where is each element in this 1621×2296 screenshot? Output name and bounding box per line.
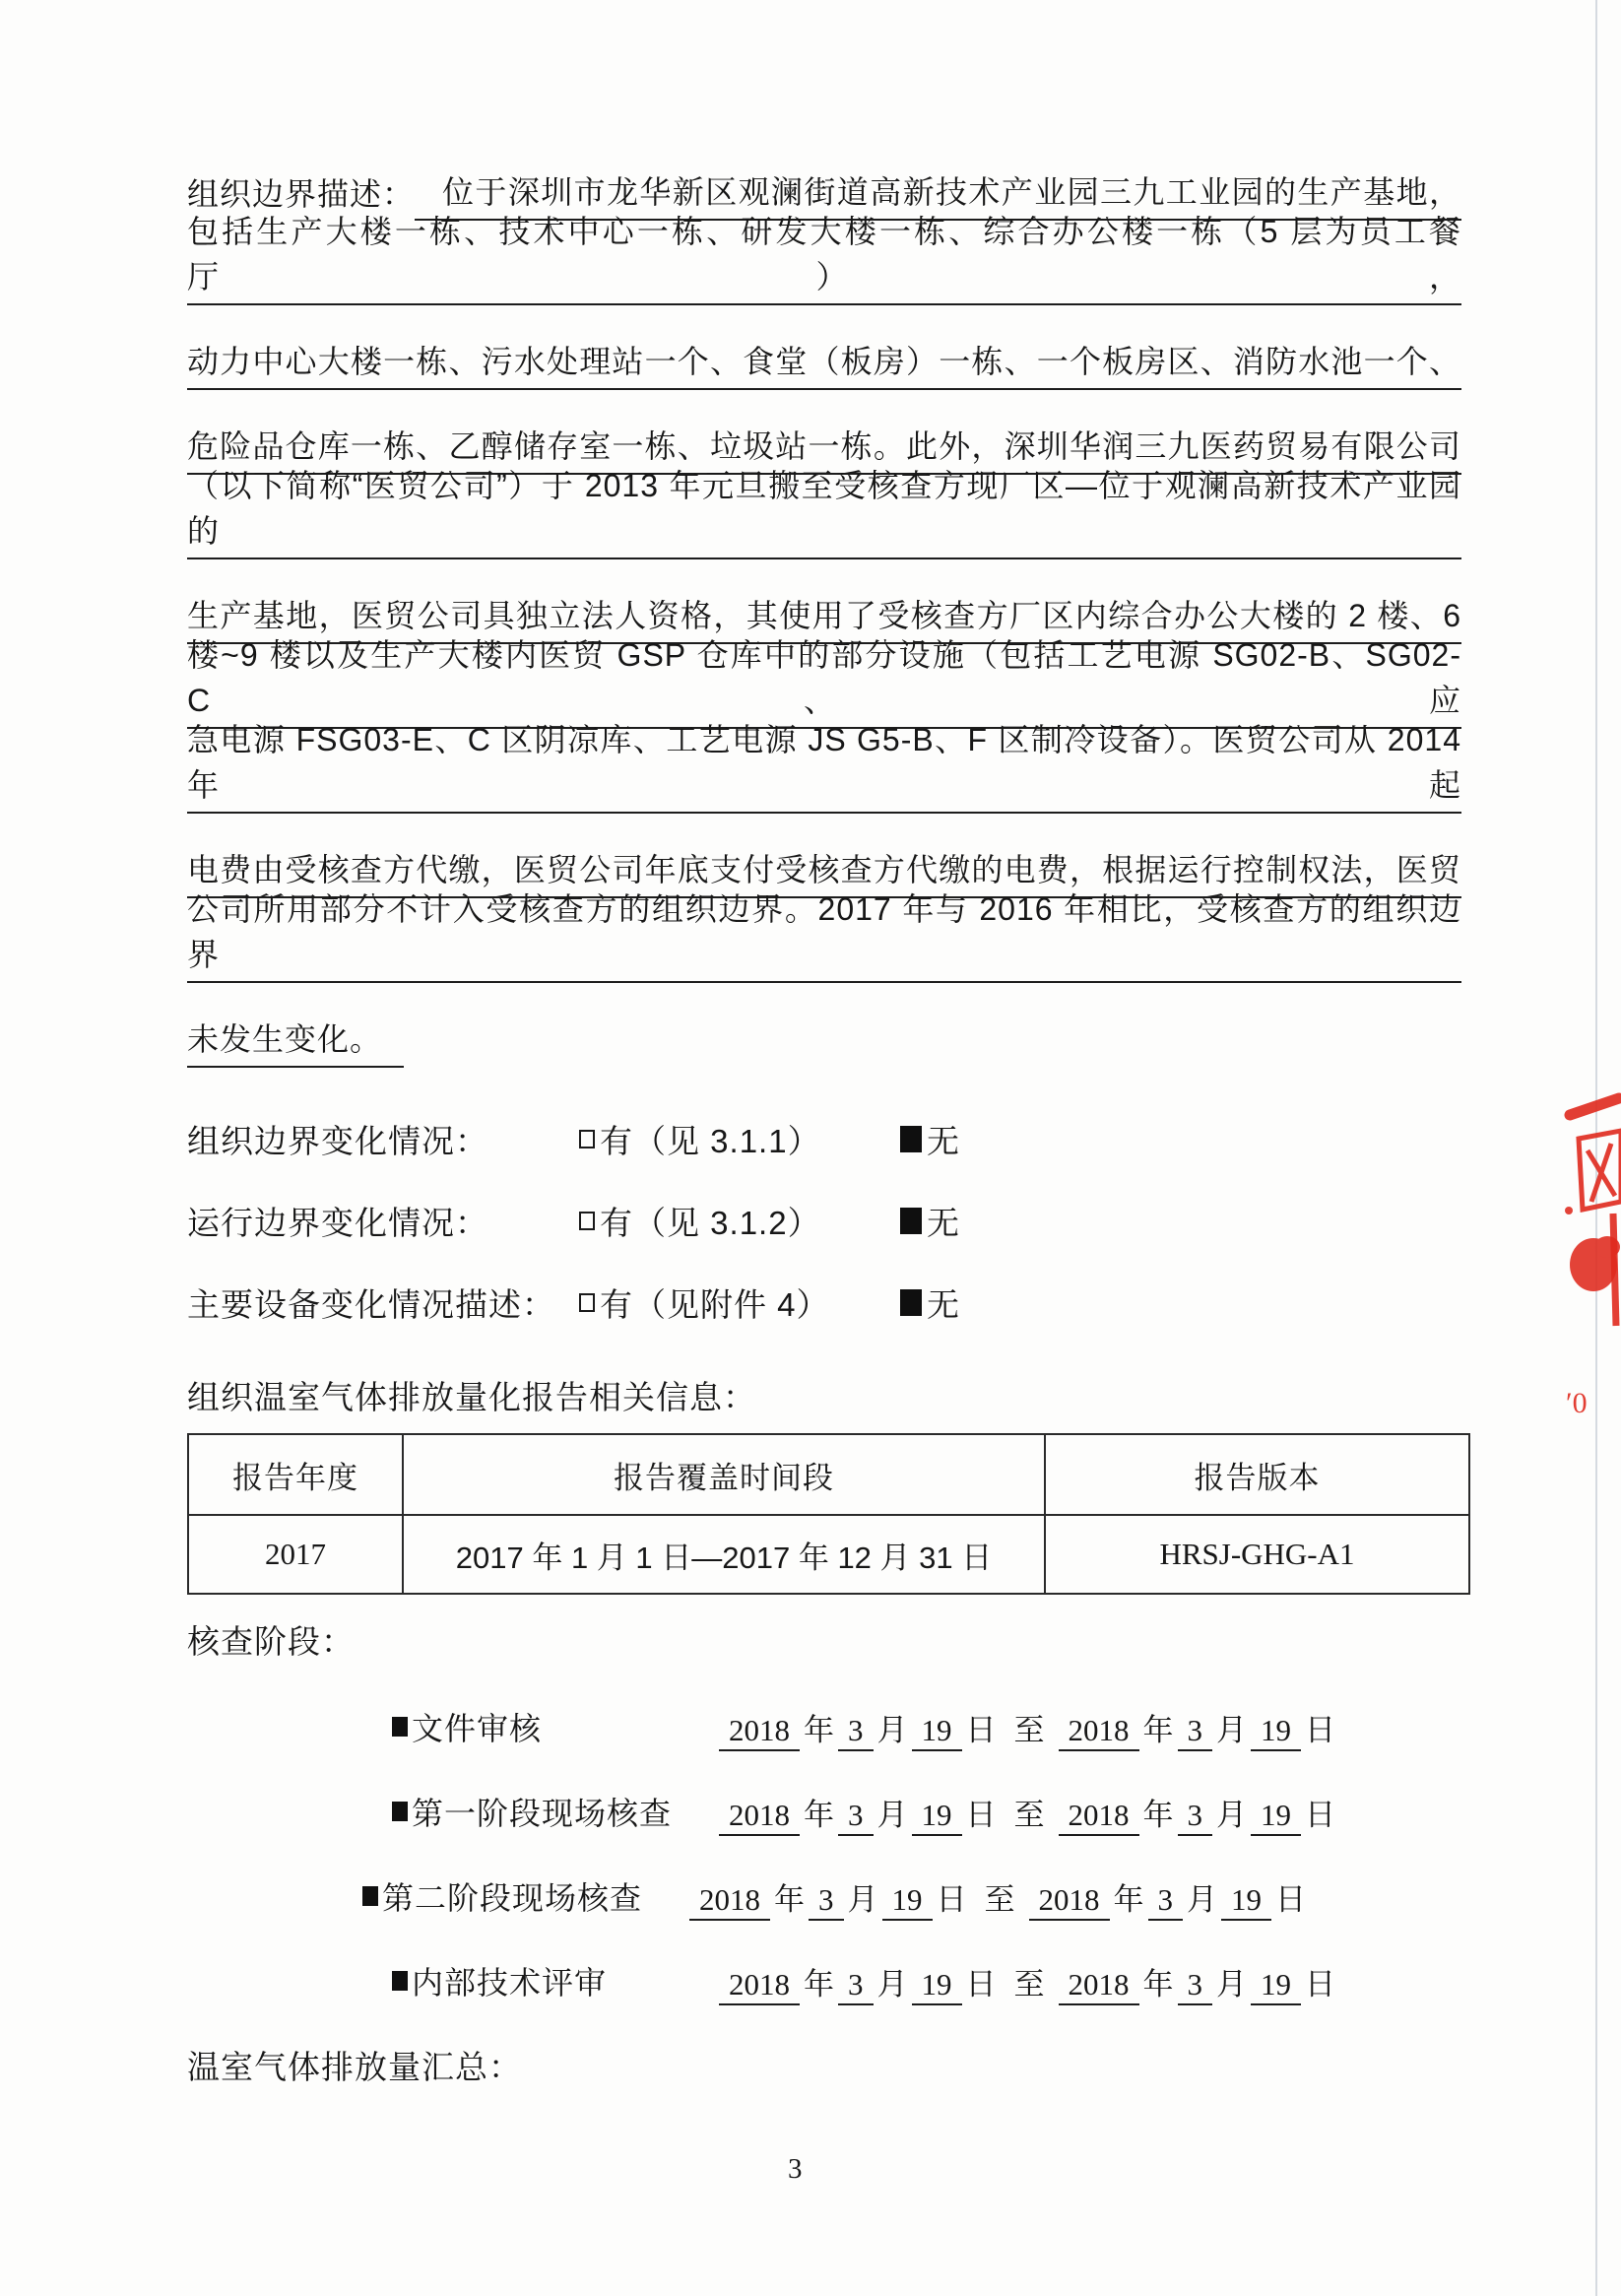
row-label: 组织边界变化情况： (187, 1123, 488, 1159)
paragraph-line (187, 983, 1461, 1068)
stage-date-range (719, 1790, 1339, 1834)
from-year: 2018 (689, 1882, 770, 1921)
paragraph-text: 楼~9 楼以及生产大楼内医贸 GSP 仓库中的部分设施（包括工艺电源 SG02-B、SG02-C、应 (187, 630, 1461, 729)
table-header-row (188, 1434, 1469, 1515)
year-word: 年 (774, 1882, 805, 1917)
year-word: 年 (804, 1798, 834, 1832)
paragraph-text: 动力中心大楼一栋、污水处理站一个、食堂（板房）一栋、一个板房区、消防水池一个、 (187, 337, 1461, 390)
yes-option (579, 1279, 830, 1326)
bullet-square-icon (392, 1971, 408, 1991)
to-day: 19 (1251, 1713, 1301, 1751)
stage-label: 第一阶段现场核查 (412, 1796, 673, 1831)
no-option (900, 1279, 960, 1326)
to-word: 至 (1013, 1798, 1045, 1832)
day-word: 日 (936, 1882, 967, 1917)
from-month: 3 (838, 1713, 874, 1751)
paragraph-text: 位于深圳市龙华新区观澜街道高新技术产业园三九工业园的生产基地， (415, 167, 1461, 221)
stage-date-range (719, 1705, 1339, 1749)
to-word: 至 (1013, 1713, 1045, 1747)
stage-row-first-site-visit (392, 1788, 1475, 1835)
yes-option-label: 有（见附件 4） (600, 1286, 830, 1323)
red-ink-mark: ′0 (1566, 1387, 1588, 1419)
to-year: 2018 (1059, 1798, 1139, 1836)
emission-summary-heading: 温室气体排放量汇总： (187, 2049, 522, 2085)
boundary-change-row (187, 1116, 1172, 1161)
header-report-year: 报告年度 (188, 1434, 403, 1515)
to-year: 2018 (1059, 1967, 1139, 2005)
paragraph-line (187, 891, 1461, 983)
paragraph-text: （以下简称“医贸公司”）于 2013 年元旦搬至受核查方现厂区—位于观澜高新技术产业园的 (187, 461, 1461, 559)
paragraph-text: 未发生变化。 (187, 1015, 404, 1068)
no-option-label: 无 (927, 1205, 960, 1241)
to-day: 19 (1251, 1798, 1301, 1836)
yes-option-label: 有（见 3.1.1） (600, 1123, 821, 1159)
month-word: 月 (876, 1798, 908, 1832)
stage-label: 内部技术评审 (412, 1965, 608, 2001)
header-report-period: 报告覆盖时间段 (403, 1434, 1045, 1515)
year-word: 年 (1142, 1713, 1174, 1747)
stage-date-range (719, 1959, 1339, 2003)
row-label: 主要设备变化情况描述： (187, 1286, 555, 1323)
day-word: 日 (1305, 1798, 1335, 1832)
to-month: 3 (1178, 1798, 1213, 1836)
stage-row-document-review (392, 1703, 1475, 1750)
to-year: 2018 (1029, 1882, 1110, 1921)
operation-change-row (187, 1198, 1172, 1243)
to-month: 3 (1148, 1882, 1184, 1921)
month-word: 月 (1216, 1713, 1247, 1747)
from-year: 2018 (719, 1798, 800, 1836)
from-day: 19 (882, 1882, 933, 1921)
day-word: 日 (965, 1967, 997, 2001)
stage-date-range (689, 1874, 1310, 1919)
to-month: 3 (1178, 1967, 1213, 2005)
from-day: 19 (912, 1713, 962, 1751)
month-word: 月 (847, 1882, 878, 1917)
year-word: 年 (1113, 1882, 1144, 1917)
paragraph-line (187, 468, 1461, 559)
from-month: 3 (838, 1798, 874, 1836)
stage-label: 文件审核 (412, 1711, 543, 1746)
yes-option-label: 有（见 3.1.2） (600, 1205, 821, 1241)
checkbox-checked-icon (900, 1208, 922, 1234)
report-info-heading: 组织温室气体排放量化报告相关信息： (187, 1379, 756, 1415)
red-seal-fragment (1554, 1082, 1621, 1436)
stage-row-second-site-visit (362, 1872, 1446, 1920)
paragraph-line (187, 305, 1461, 390)
paragraph-line (187, 214, 1461, 305)
from-year: 2018 (719, 1967, 800, 2005)
checkbox-unchecked-icon (579, 1212, 595, 1230)
day-word: 日 (965, 1713, 997, 1747)
day-word: 日 (965, 1798, 997, 1832)
bullet-square-icon (362, 1886, 378, 1906)
month-word: 月 (1216, 1798, 1247, 1832)
day-word: 日 (1305, 1713, 1335, 1747)
no-option-label: 无 (927, 1123, 960, 1159)
to-word: 至 (1013, 1967, 1045, 2001)
year-word: 年 (804, 1967, 834, 2001)
paragraph-text: 电费由受核查方代缴，医贸公司年底支付受核查方代缴的电费，根据运行控制权法，医贸 (187, 845, 1461, 898)
month-word: 月 (1187, 1882, 1217, 1917)
day-word: 日 (1275, 1882, 1306, 1917)
day-word: 日 (1305, 1967, 1335, 2001)
no-option (900, 1116, 960, 1162)
paragraph-text: 生产基地，医贸公司具独立法人资格，其使用了受核查方厂区内综合办公大楼的 2 楼、6 (187, 591, 1461, 644)
from-month: 3 (838, 1967, 874, 2005)
table-row (188, 1515, 1469, 1594)
month-word: 月 (876, 1967, 908, 2001)
no-option-label: 无 (927, 1286, 960, 1323)
paragraph-text: 危险品仓库一栋、乙醇储存室一栋、垃圾站一栋。此外，深圳华润三九医药贸易有限公司 (187, 422, 1461, 475)
cell-report-period: 2017 年 1 月 1 日—2017 年 12 月 31 日 (403, 1515, 1045, 1594)
to-word: 至 (984, 1882, 1015, 1917)
paragraph-text: 公司所用部分不计入受核查方的组织边界。2017 年与 2016 年相比，受核查方的组织边界 (187, 885, 1461, 983)
report-info-table (187, 1433, 1470, 1595)
stage-label: 第二阶段现场核查 (382, 1880, 643, 1916)
to-day: 19 (1251, 1967, 1301, 2005)
from-day: 19 (912, 1798, 962, 1836)
boundary-label: 组织边界描述： (187, 176, 416, 212)
to-year: 2018 (1059, 1713, 1139, 1751)
checkbox-checked-icon (900, 1126, 922, 1152)
yes-option (579, 1116, 821, 1162)
paragraph-text: 急电源 FSG03-E、C 区阴凉库、工艺电源 JS G5-B、F 区制冷设备）。医贸公司从 2014 年起 (187, 715, 1461, 814)
cell-report-year: 2017 (188, 1515, 403, 1594)
row-label: 运行边界变化情况： (187, 1205, 488, 1241)
to-day: 19 (1221, 1882, 1271, 1921)
boundary-description-paragraph (187, 136, 1461, 1068)
verification-stage-heading: 核查阶段： (187, 1623, 355, 1660)
from-day: 19 (912, 1967, 962, 2005)
year-word: 年 (1142, 1967, 1174, 2001)
header-report-version: 报告版本 (1045, 1434, 1469, 1515)
year-word: 年 (1142, 1798, 1174, 1832)
checkbox-unchecked-icon (579, 1293, 595, 1312)
bullet-square-icon (392, 1717, 408, 1737)
equipment-change-row (187, 1279, 1172, 1325)
from-year: 2018 (719, 1713, 800, 1751)
stage-row-internal-review (392, 1957, 1475, 2004)
checkbox-unchecked-icon (579, 1130, 595, 1148)
no-option (900, 1198, 960, 1244)
month-word: 月 (876, 1713, 908, 1747)
yes-option (579, 1198, 821, 1244)
cell-report-version: HRSJ-GHG-A1 (1045, 1515, 1469, 1594)
year-word: 年 (804, 1713, 834, 1747)
paragraph-text: 包括生产大楼一栋、技术中心一栋、研发大楼一栋、综合办公楼一栋（5 层为员工餐厅）， (187, 207, 1461, 305)
from-month: 3 (809, 1882, 844, 1921)
to-month: 3 (1178, 1713, 1213, 1751)
checkbox-checked-icon (900, 1289, 922, 1316)
month-word: 月 (1216, 1967, 1247, 2001)
bullet-square-icon (392, 1802, 408, 1821)
page-number: 3 (788, 2153, 803, 2185)
paragraph-line (187, 722, 1461, 814)
